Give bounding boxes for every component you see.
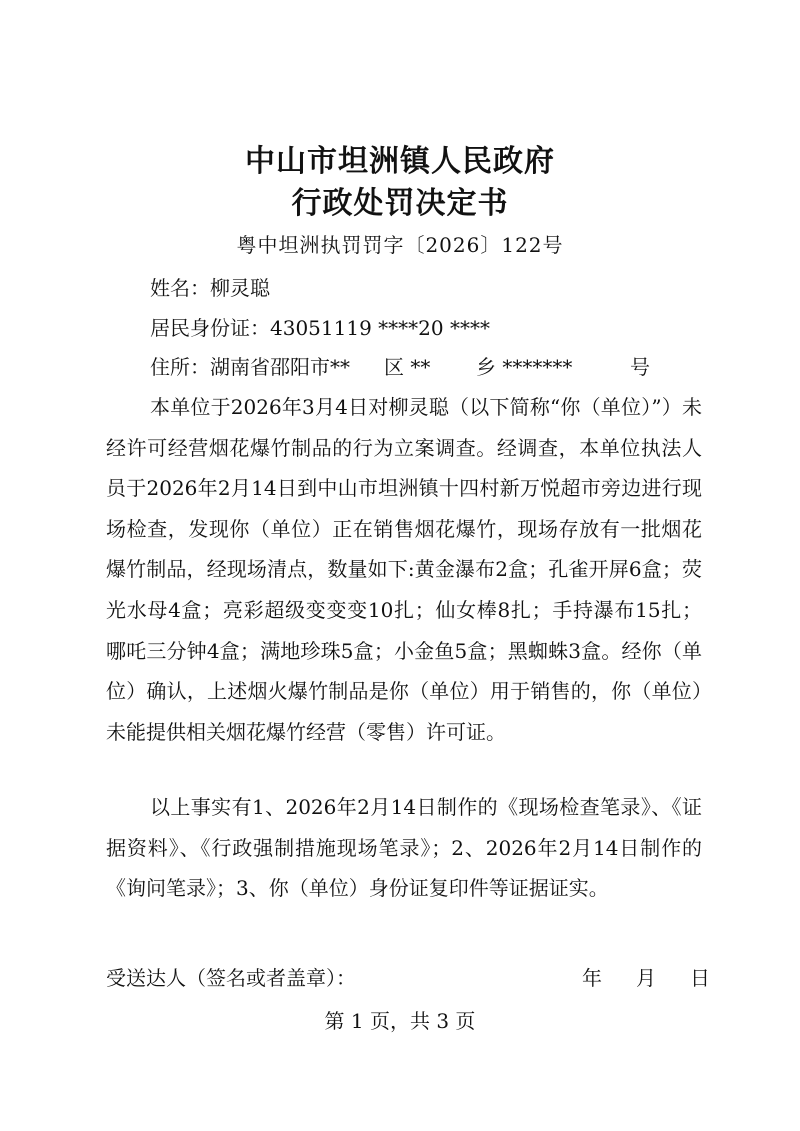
recipient-label: 受送达人（签名或者盖章）： xyxy=(106,966,356,990)
id-value: 43051119 ****20 **** xyxy=(270,316,490,340)
name-value: 柳灵聪 xyxy=(210,276,270,300)
name-label: 姓名： xyxy=(150,276,210,300)
recipient-signature-row xyxy=(106,962,710,994)
address-label: 住所： xyxy=(150,355,210,379)
address-city: 湖南省邵阳市** xyxy=(210,355,350,379)
date-day-label: 日 xyxy=(690,966,710,990)
facts-text: 本单位于2026年3月4日对柳灵聪（以下简称“你（单位）”）未经许可经营烟花爆竹制品的行为立案调查。经调查，本单位执法人员于2026年2月14日到中山市坦洲镇十四村新万悦超市旁边进行现场检查，发现你（单位）正在销售烟花爆竹，现场存放有一批烟花爆竹制品，经现场清点，数量如下:黄金瀑布2盒；孔雀开屏6盒；荧光水母4盒；亮彩超级变变变10扎；仙女棒8扎；手持瀑布15扎；哪吒三分钟4盒；满地珍珠5盒；小金鱼5盒；黑蜘蛛3盒。经你（单位）确认，上述烟火爆竹制品是你（单位）用于销售的，你（单位）未能提供相关烟花爆竹经营（零售）许可证。 xyxy=(106,395,702,744)
name-line xyxy=(150,273,270,303)
id-line xyxy=(150,313,490,343)
date-month-label: 月 xyxy=(636,966,656,990)
date-year-label: 年 xyxy=(582,966,602,990)
evidence-paragraph xyxy=(106,787,702,909)
evidence-text: 以上事实有1、2026年2月14日制作的《现场检查笔录》、《证据资料》、《行政强制措施现场笔录》；2、2026年2月14日制作的《询问笔录》；3、你（单位）身份证复印件等证据证实。 xyxy=(106,795,702,901)
document-title: 行政处罚决定书 xyxy=(291,186,509,221)
address-township: 乡 ******* xyxy=(476,355,573,379)
address-line xyxy=(150,352,650,382)
document-title-issuer: 中山市坦洲镇人民政府 xyxy=(245,144,555,179)
address-number: 号 xyxy=(630,355,650,379)
facts-paragraph xyxy=(106,387,702,752)
document-number: 粤中坦洲执罚罚字〔2026〕122号 xyxy=(236,233,564,257)
id-label: 居民身份证： xyxy=(150,316,270,340)
address-district: 区 ** xyxy=(384,355,431,379)
page-indicator: 第 1 页，共 3 页 xyxy=(324,1009,476,1033)
